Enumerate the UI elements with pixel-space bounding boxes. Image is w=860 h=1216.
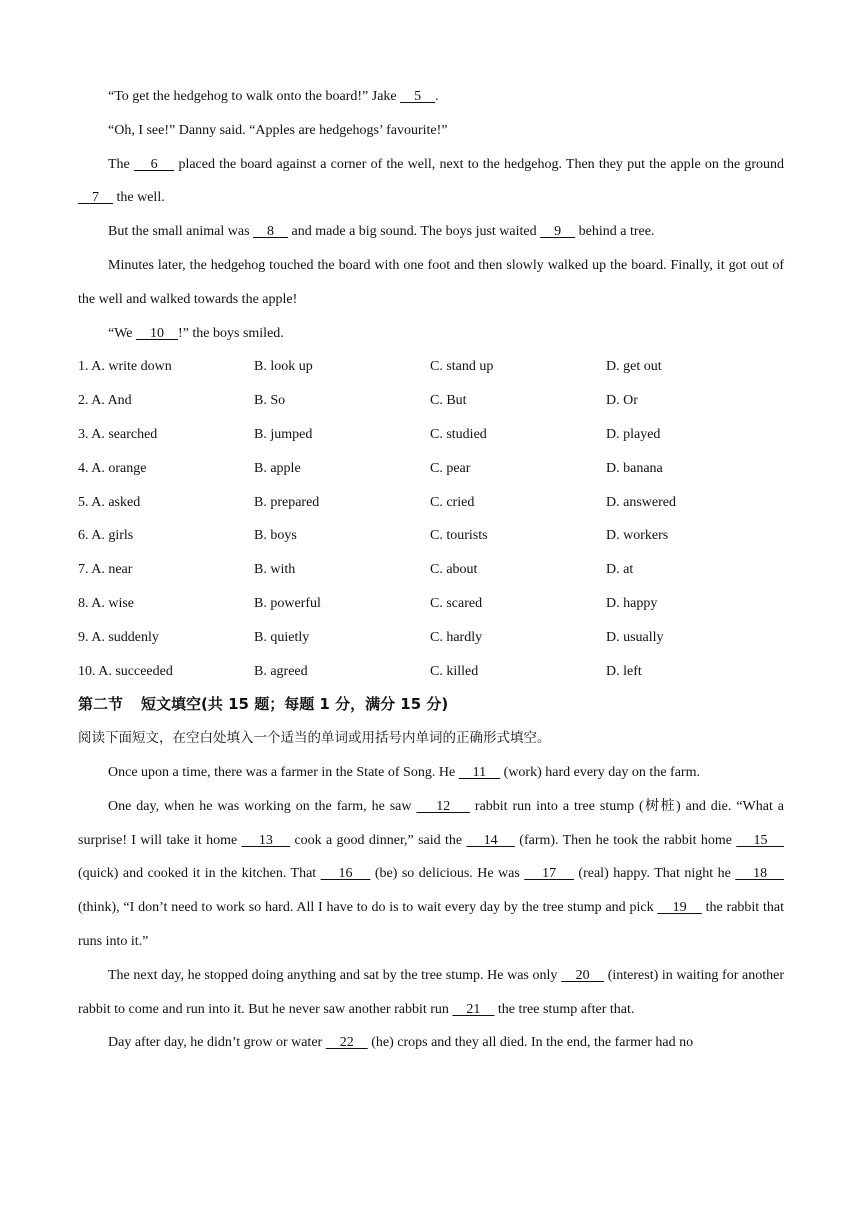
option-choice: C. tourists bbox=[430, 528, 488, 544]
option-table bbox=[78, 350, 784, 688]
option-choice: B. look up bbox=[254, 359, 313, 375]
option-choice: C. studied bbox=[430, 426, 487, 442]
option-row bbox=[78, 418, 784, 452]
option-choice: C. pear bbox=[430, 460, 471, 476]
option-choice: 1. A. write down bbox=[78, 359, 172, 375]
answer-blank: 9 bbox=[540, 224, 576, 240]
option-choice: 9. A. suddenly bbox=[78, 629, 159, 645]
option-row bbox=[78, 384, 784, 418]
answer-blank: 7 bbox=[78, 190, 113, 206]
passage-one-paragraph: Minutes later, the hedgehog touched the board with one foot and then slowly walked up the board. Finally, it got out of the well and walked towards the apple! bbox=[78, 257, 784, 307]
option-choice: D. banana bbox=[606, 460, 663, 476]
passage-one bbox=[78, 80, 784, 350]
option-choice: B. powerful bbox=[254, 595, 321, 611]
answer-blank: 8 bbox=[253, 224, 289, 240]
option-choice: C. killed bbox=[430, 663, 479, 679]
option-choice: B. with bbox=[254, 562, 296, 578]
answer-blank: 5 bbox=[400, 89, 436, 104]
option-choice: B. quietly bbox=[254, 629, 310, 645]
option-row bbox=[78, 655, 784, 689]
option-choice: D. usually bbox=[606, 629, 664, 645]
option-row bbox=[78, 621, 784, 655]
answer-blank: 18 bbox=[735, 866, 784, 882]
option-choice: C. scared bbox=[430, 595, 483, 611]
option-choice: 5. A. asked bbox=[78, 494, 141, 510]
option-choice: 10. A. succeeded bbox=[78, 663, 173, 679]
option-choice: 2. A. And bbox=[78, 393, 132, 409]
option-choice: B. So bbox=[254, 393, 286, 409]
answer-blank: 13 bbox=[241, 832, 291, 848]
answer-blank: 15 bbox=[736, 832, 785, 848]
option-choice: B. boys bbox=[254, 528, 297, 544]
option-choice: D. get out bbox=[606, 359, 662, 375]
answer-blank: 17 bbox=[524, 866, 574, 882]
option-row bbox=[78, 452, 784, 486]
option-row bbox=[78, 486, 784, 520]
passage-one-paragraph: “To get the hedgehog to walk onto the board!” Jake 5 . bbox=[108, 89, 439, 104]
option-choice: B. jumped bbox=[254, 426, 313, 442]
answer-blank: 11 bbox=[458, 764, 501, 780]
answer-blank: 6 bbox=[133, 156, 175, 172]
section-instruction: 阅读下面短文，在空白处填入一个适当的单词或用括号内单词的正确形式填空。 bbox=[78, 730, 551, 747]
answer-blank: 14 bbox=[466, 832, 515, 848]
option-choice: D. at bbox=[606, 562, 634, 578]
document-page bbox=[78, 80, 784, 1060]
section-title: 短文填空(共 15 题；每题 1 分，满分 15 分) bbox=[141, 695, 449, 714]
option-choice: 7. A. near bbox=[78, 562, 133, 578]
answer-blank: 20 bbox=[561, 967, 605, 983]
passage-one-paragraph: But the small animal was 8 and made a big sound. The boys just waited 9 behind a tree. bbox=[108, 224, 655, 240]
answer-blank: 12 bbox=[416, 798, 470, 814]
option-row bbox=[78, 587, 784, 621]
answer-blank: 21 bbox=[452, 1001, 495, 1017]
option-choice: 3. A. searched bbox=[78, 426, 158, 442]
section-label: 第二节 bbox=[78, 695, 124, 714]
option-choice: D. workers bbox=[606, 528, 669, 544]
option-row bbox=[78, 519, 784, 553]
option-choice: D. left bbox=[606, 663, 642, 679]
option-choice: 8. A. wise bbox=[78, 595, 134, 611]
option-choice: B. prepared bbox=[254, 494, 320, 510]
option-choice: C. hardly bbox=[430, 629, 483, 645]
option-row bbox=[78, 350, 784, 384]
option-choice: D. answered bbox=[606, 494, 676, 510]
option-choice: D. played bbox=[606, 426, 661, 442]
option-choice: C. about bbox=[430, 562, 478, 578]
answer-blank: 22 bbox=[325, 1035, 368, 1051]
option-choice: B. agreed bbox=[254, 663, 308, 679]
passage-two bbox=[78, 756, 784, 1060]
option-choice: D. Or bbox=[606, 393, 638, 409]
section-heading bbox=[78, 688, 784, 722]
option-choice: D. happy bbox=[606, 595, 658, 611]
passage-two-paragraph: Day after day, he didn’t grow or water 22 (he) crops and they all died. In the end, the farmer had no bbox=[108, 1035, 694, 1051]
passage-two-paragraph: Once upon a time, there was a farmer in the State of Song. He 11 (work) hard every day on the farm. bbox=[108, 764, 700, 780]
passage-one-paragraph: “We 10 !” the boys smiled. bbox=[108, 325, 284, 341]
passage-two-paragraph: The next day, he stopped doing anything and sat by the tree stump. He was only 20 (interest) in waiting for another rabbit to come and run into it. But he never saw another rabbit run 21 the tree stump after that. bbox=[78, 967, 784, 1017]
passage-two-paragraph: One day, when he was working on the farm, he saw 12 rabbit run into a tree stump (树桩) and die. “What a surprise! I will take it home 13 cook a good dinner,” said the 14 (farm). Then he took the rabbit home 15 (quick) and cooked it in the kitchen. That 16 (be) so delicious. He was 17 (real) happy. That night he 18 (think), “I don’t need to work so hard. All I have to do is to wait every day by the tree stump and pick 19 the rabbit that runs into it.” bbox=[78, 798, 785, 949]
answer-blank: 10 bbox=[136, 325, 179, 341]
option-row bbox=[78, 553, 784, 587]
passage-one-paragraph: “Oh, I see!” Danny said. “Apples are hedgehogs’ favourite!” bbox=[108, 122, 448, 138]
option-choice: B. apple bbox=[254, 460, 301, 476]
option-choice: C. stand up bbox=[430, 359, 494, 375]
option-choice: C. cried bbox=[430, 494, 475, 510]
answer-blank: 19 bbox=[657, 900, 702, 916]
option-choice: 6. A. girls bbox=[78, 528, 134, 544]
passage-one-paragraph: The 6 placed the board against a corner of the well, next to the hedgehog. Then they put the apple on the ground 7 the well. bbox=[78, 156, 785, 206]
answer-blank: 16 bbox=[320, 866, 371, 882]
option-choice: 4. A. orange bbox=[78, 460, 147, 476]
option-choice: C. But bbox=[430, 393, 467, 409]
